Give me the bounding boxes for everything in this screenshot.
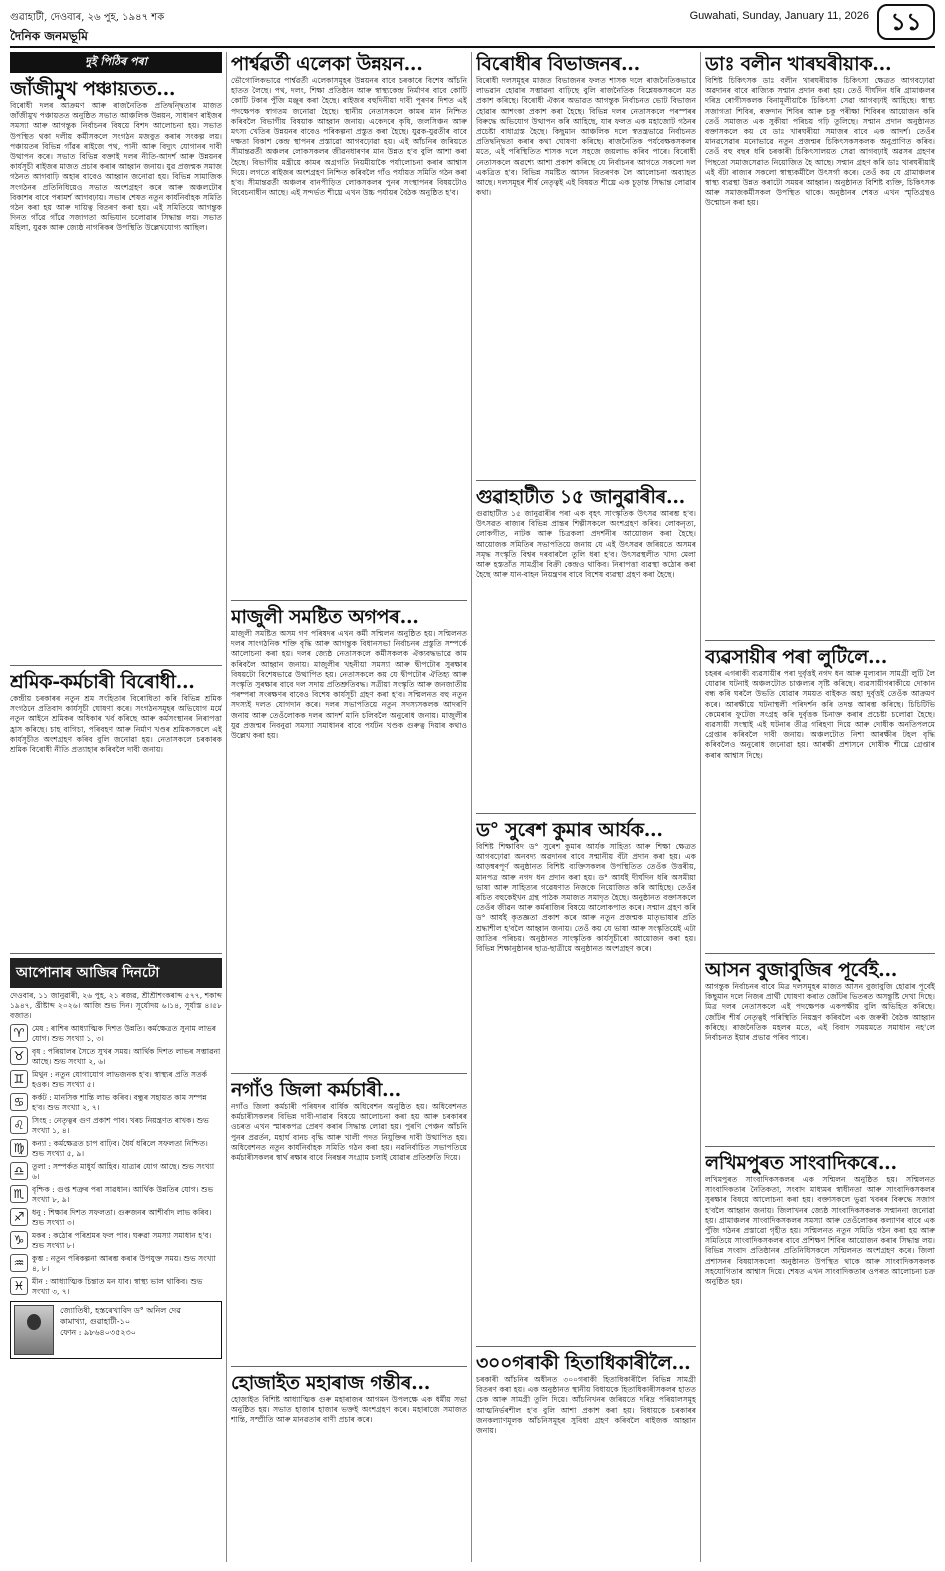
zodiac-icon: ♍ xyxy=(10,1139,28,1157)
zodiac-icon: ♉ xyxy=(10,1047,28,1065)
column-divider xyxy=(700,52,701,1562)
story-majuli: মাজুলী সমষ্টিত অসম গণ পৰিষদৰ এখন কৰ্মী সন্মিলন অনুষ্ঠিত হয়। সন্মিলনত দলৰ সাংগঠনিক শক্তি বৃদ্ধি আৰু আগন্তুক বিধানসভা নিৰ্বাচনৰ প্ৰস্তুতি সম্পৰ্কে আলোচনা কৰা হয়। দলৰ জ্যেষ্ঠ নেতাসকলে কৰ্মীসকলক ঐক্যবদ্ধভাৱে কাম কৰিবলৈ আহ্বান জনায়। মাজুলীৰ খহনীয়া সমস্যা আৰু দ্বীপটোৰ সুৰক্ষাৰ বিষয়টো বিশেষভাৱে উত্থাপিত হয়। নেতাসকলে কয় যে দ্বীপটোৰ ঐতিহ্য আৰু সংস্কৃতি সুৰক্ষাৰ বাবে দল সদায় প্ৰতিশ্ৰুতিবদ্ধ। সত্ৰীয়া সংস্কৃতি আৰু জনজাতীয় পৰম্পৰা সংৰক্ষণৰ বাবেও বিশেষ কাৰ্যসূচী গ্ৰহণ কৰা হ'ব। সন্মিলনত বহু নতুন সদস্যই দলত যোগদান কৰে। দলৰ সভাপতিয়ে নতুন সদস্যসকলক আদৰণি জনায় আৰু তেওঁলোকক দলৰ আদৰ্শ মানি চলিবলৈ অনুৰোধ জনায়। মাজুলীৰ যুৱ প্ৰজন্মৰ নিবনুৱা সমস্যা সমাধানৰ বাবে পৰ্যটন খণ্ডক গুৰুত্ব দিয়াৰ কথাও উল্লেখ কৰা হয়। xyxy=(231,629,467,741)
section-banner: দুই পিঠিৰ পৰা xyxy=(10,52,222,73)
astrologer-credit: জ্যোতিষী, হস্তৰেখাবিদ ড° অনিল দেৱ কামাখ্যা, গুৱাহাটী-১০ ফোন : ৯৮৬৪০৩৫২৩০ xyxy=(60,1306,181,1337)
divider xyxy=(231,1073,467,1074)
headline-labour: শ্ৰমিক-কৰ্মচাৰী বিৰোধী... xyxy=(10,671,195,693)
zodiac-icon: ♌ xyxy=(10,1116,28,1134)
divider xyxy=(10,953,222,954)
horoscope-text: ধনু : শিক্ষাৰ দিশত সফলতা। গুৰুজনৰ আশীৰ্বাদ লাভ কৰিব। শুভ সংখ্যা ৩। xyxy=(32,1208,212,1227)
headline-janjimukh: জাঁজীমুখ পঞ্চায়তত... xyxy=(10,78,176,100)
masthead xyxy=(10,4,935,48)
column-1 xyxy=(10,52,222,1562)
headline-doctor: ডাঃ বলীন খাৰঘৰীয়াক... xyxy=(705,53,892,75)
horoscope-item xyxy=(10,1139,222,1159)
column-4 xyxy=(705,52,935,1562)
horoscope-item xyxy=(10,1116,222,1136)
astrologer-photo xyxy=(14,1305,54,1355)
horoscope-item xyxy=(10,1254,222,1274)
column-2 xyxy=(231,52,467,1562)
zodiac-icon: ♊ xyxy=(10,1070,28,1088)
header-date-left: গুৱাহাটী, দেওবাৰ, ২৬ পুহ, ১৯৪৭ শক xyxy=(10,12,165,23)
story-nagaon: নগাঁও জিলা কৰ্মচাৰী পৰিষদৰ বাৰ্ষিক অধিবেশন অনুষ্ঠিত হয়। অধিবেশনত কৰ্মচাৰীসকলৰ বিভিন্ন দাবী-দাৱাৰ বিষয়ে আলোচনা কৰা হয় আৰু চৰকাৰৰ ওচৰত এখন স্মাৰকপত্ৰ প্ৰেৰণ কৰাৰ সিদ্ধান্ত লোৱা হয়। পুৰণি পেঞ্চন আঁচনি পুনৰ প্ৰৱৰ্তন, মহাৰ্ঘ বানচ বৃদ্ধি আৰু খালী পদত নিযুক্তিৰ দাবী উত্থাপিত হয়। অধিবেশনত নতুন কাৰ্যনিৰ্বাহক সমিতি গঠন কৰা হয়। নৱনিৰ্বাচিত সভাপতিয়ে কৰ্মচাৰীসকলৰ স্বাৰ্থ ৰক্ষাৰ বাবে নিৰন্তৰ সংগ্ৰাম চলাই যোৱাৰ প্ৰতিশ্ৰুতি দিয়ে। xyxy=(231,1102,467,1163)
story-opposition: বিৰোধী দলসমূহৰ মাজত বিভাজনৰ ফলত শাসক দলে ৰাজনৈতিকভাৱে লাভৱান হোৱাৰ সম্ভাৱনা বাঢ়িছে বুলি ৰাজনৈতিক বিশ্লেষকসকলে মত প্ৰকাশ কৰিছে। বিৰোধী ঐক্যৰ অভাৱত আগন্তুক নিৰ্বাচনত ভোট বিভাজন হোৱাৰ আশংকা প্ৰকাশ কৰা হৈছে। বিভিন্ন দলৰ নেতাসকলে পৰস্পৰৰ বিৰুদ্ধে অভিযোগ উত্থাপন কৰি আহিছে, যাৰ ফলত এক মহাজোট গঠনৰ প্ৰচেষ্টা বাধাগ্ৰস্ত হৈছে। কিছুমান আঞ্চলিক দলে স্বতন্ত্ৰভাৱে নিৰ্বাচনত প্ৰতিদ্বন্দ্বিতা কৰাৰ কথা ঘোষণা কৰিছে। ৰাজনৈতিক পৰ্যবেক্ষকসকলৰ মতে, এই পৰিস্থিতিত শাসক দলে সহজে জয়লাভ কৰিব পাৰে। বিৰোধী নেতাসকলে অৱশ্যে আশা প্ৰকাশ কৰিছে যে নিৰ্বাচনৰ আগতে সকলো দল একত্ৰিত হ'ব। বিভিন্ন সমষ্টিত আসন বিতৰণক লৈ আলোচনা অব্যাহত আছে। দলসমূহৰ শীৰ্ষ নেতৃত্বই এই বিষয়ত শীঘ্ৰে এক চূড়ান্ত সিদ্ধান্ত লোৱাৰ কথা। xyxy=(476,76,696,198)
headline-opposition: বিৰোধীৰ বিভাজনৰ... xyxy=(476,53,640,75)
column-divider xyxy=(471,52,472,1562)
divider xyxy=(10,665,222,666)
header-date-right: Guwahati, Sunday, January 11, 2026 xyxy=(689,10,869,22)
story-hojai: হোজাইত বিশিষ্ট আধ্যাত্মিক গুৰু মহাৰাজৰ আগমন উপলক্ষে এক ধৰ্মীয় সভা অনুষ্ঠিত হয়। সভাত হাজাৰ হাজাৰ ভক্তই অংশগ্ৰহণ কৰে। মহাৰাজে সমাজত শান্তি, সম্প্ৰীতি আৰু মানৱতাৰ বাণী প্ৰচাৰ কৰে। xyxy=(231,1395,467,1425)
story-beneficiaries: চৰকাৰী আঁচনিৰ অধীনত ৩০০গৰাকী হিতাধিকাৰীলৈ বিভিন্ন সামগ্ৰী বিতৰণ কৰা হয়। এক অনুষ্ঠানত স্থানীয় বিধায়কে হিতাধিকাৰীসকলৰ হাতত চেক আৰু সামগ্ৰী তুলি দিয়ে। আঁচনিখনৰ জৰিয়তে দৰিদ্ৰ পৰিয়ালসমূহ আত্মনিৰ্ভৰশীল হ'ব বুলি আশা প্ৰকাশ কৰা হয়। বিধায়কে চৰকাৰৰ জনকল্যাণমূলক আঁচনিসমূহৰ সুবিধা গ্ৰহণ কৰিবলৈ ৰাইজক আহ্বান জনায়। xyxy=(476,1375,696,1436)
divider xyxy=(476,480,696,481)
astrologer-box xyxy=(10,1301,222,1359)
horoscope-text: মকৰ : কঠোৰ পৰিশ্ৰমৰ ফল পাব। ঘৰুৱা সমস্যা সমাধান হ'ব। শুভ সংখ্যা ৮। xyxy=(32,1231,212,1250)
zodiac-icon: ♏ xyxy=(10,1185,28,1203)
divider xyxy=(476,813,696,814)
horoscope-text: মীন : আধ্যাত্মিক চিন্তাত মন যাব। স্বাস্থ্য ভাল থাকিব। শুভ সংখ্যা ৩, ৭। xyxy=(32,1277,203,1296)
horoscope-text: মিথুন : নতুন যোগাযোগ লাভজনক হ'ব। স্বাস্থ্যৰ প্ৰতি সতৰ্ক হওক। শুভ সংখ্যা ৫। xyxy=(32,1070,207,1089)
horoscope-item xyxy=(10,1162,222,1182)
horoscope-intro: দেওবাৰ, ১১ জানুৱাৰী, ২৬ পুহ, ২১ ৰজৱ, শ্ৰীশ্ৰীশংকৰাব্দ ৫৭৭, শকাব্দ ১৯৪৭, খ্ৰীষ্টাব্দ ২০২৬। আজি শুভ দিন। সূৰ্যোদয় ৬।১৪, সূৰ্যাস্ত ৪।৫৮ বজাত। xyxy=(10,991,222,1021)
horoscope-text: কৰ্কট : মানসিক শান্তি লাভ কৰিব। বন্ধুৰ সহায়ত কাম সম্পন্ন হ'ব। শুভ সংখ্যা ২, ৭। xyxy=(32,1093,207,1112)
headline-beneficiaries: ৩০০গৰাকী হিতাধিকাৰীলৈ... xyxy=(476,1352,691,1374)
horoscope-text: কুম্ভ : নতুন পৰিকল্পনা আৰম্ভ কৰাৰ উপযুক্ত সময়। শুভ সংখ্যা ৪, ৮। xyxy=(32,1254,216,1273)
zodiac-icon: ♓ xyxy=(10,1277,28,1295)
headline-seat-sharing: আসন বুজাবুজিৰ পূৰ্বেই... xyxy=(705,959,898,981)
horoscope-text: সিংহ : নেতৃত্বৰ গুণ প্ৰকাশ পাব। খৰচ নিয়ন্ত্ৰণত ৰাখক। শুভ সংখ্যা ১, ৪। xyxy=(32,1116,209,1135)
horoscope-text: বৃশ্চিক : গুপ্ত শত্ৰুৰ পৰা সাৱধান। আৰ্থিক উন্নতিৰ যোগ। শুভ সংখ্যা ৮, ৯। xyxy=(32,1185,214,1204)
story-lakhimpur: লখিমপুৰত সাংবাদিকসকলৰ এক সন্মিলন অনুষ্ঠিত হয়। সন্মিলনত সাংবাদিকতাৰ নৈতিকতা, সংবাদ মাধ্যমৰ স্বাধীনতা আৰু সাংবাদিকসকলৰ সুৰক্ষাৰ বিষয়ে আলোচনা কৰা হয়। বক্তাসকলে ভুৱা খবৰৰ বিৰুদ্ধে সজাগ হ'বলৈ আহ্বান জনায়। জিলাখনৰ জ্যেষ্ঠ সাংবাদিকসকলক সন্মাননা জনোৱা হয়। গ্ৰামাঞ্চলৰ সাংবাদিকসকলৰ সমস্যা আৰু তেওঁলোকৰ কল্যাণৰ বাবে এক পুঁজি গঠনৰ প্ৰস্তাৱো গৃহীত হয়। সন্মিলনত নতুন সমিতি গঠন কৰা হয় আৰু সমিতিয়ে সাংবাদিকসকলৰ বাবে প্ৰশিক্ষণ শিবিৰ আয়োজন কৰাৰ সিদ্ধান্ত লয়। বিভিন্ন সংবাদ প্ৰতিষ্ঠানৰ প্ৰতিনিধিসকলে সন্মিলনত অংশগ্ৰহণ কৰে। জিলা প্ৰশাসনৰ বিষয়াসকলো অনুষ্ঠানত উপস্থিত থাকে আৰু সাংবাদিকসকলক সহযোগিতাৰ আশ্বাস দিয়ে। শেষত এখন সাংবাদিকতাৰ ওপৰত আলোচনা চক্ৰ অনুষ্ঠিত হয়। xyxy=(705,1175,935,1287)
divider xyxy=(231,600,467,601)
headline-lakhimpur: লখিমপুৰত সাংবাদিকৰে... xyxy=(705,1152,897,1174)
horoscope-item xyxy=(10,1070,222,1090)
story-suresh: বিশিষ্ট শিক্ষাবিদ ড° সুৰেশ কুমাৰ আৰ্যক সাহিত্য আৰু শিক্ষা ক্ষেত্ৰত আগবঢ়োৱা অনবদ্য অৱদানৰ বাবে সন্মানীয় বঁটা প্ৰদান কৰা হয়। এক আড়ম্বৰপূৰ্ণ অনুষ্ঠানত বিশিষ্ট ব্যক্তিসকলৰ উপস্থিতিত তেওঁক উত্তৰীয়, মানপত্ৰ আৰু নগদ ধন প্ৰদান কৰা হয়। ড° আৰ্যই দীৰ্ঘদিন ধৰি অসমীয়া ভাষা আৰু সাহিত্যৰ গৱেষণাত নিজকে নিয়োজিত কৰি আহিছে। তেওঁৰ ৰচিত বহুকেইখন গ্ৰন্থ পাঠক সমাজত সমাদৃত হৈছে। অনুষ্ঠানত বক্তাসকলে তেওঁৰ জীৱন আৰু কৰ্মৰাজিৰ বিষয়ে আলোকপাত কৰে। সন্মান গ্ৰহণ কৰি ড° আৰ্যই কৃতজ্ঞতা প্ৰকাশ কৰে আৰু নতুন প্ৰজন্মক মাতৃভাষাৰ প্ৰতি শ্ৰদ্ধাশীল হ'বলৈ আহ্বান জনায়। তেওঁ কয় যে ভাষা আৰু সংস্কৃতিয়েই এটা জাতিৰ পৰিচয়। অনুষ্ঠানত সাংস্কৃতিক কাৰ্যসূচীৰো আয়োজন কৰা হয়। বিভিন্ন শিক্ষানুষ্ঠানৰ ছাত্ৰ-ছাত্ৰীয়ে অনুষ্ঠানত অংশগ্ৰহণ কৰে। xyxy=(476,842,696,954)
horoscope-text: কন্যা : কৰ্মক্ষেত্ৰত চাপ বাঢ়িব। ধৈৰ্য ধৰিলে সফলতা নিশ্চিত। শুভ সংখ্যা ৫, ৯। xyxy=(32,1139,208,1158)
zodiac-icon: ♑ xyxy=(10,1231,28,1249)
divider xyxy=(705,640,935,641)
page-number: ১১ xyxy=(877,4,935,40)
zodiac-icon: ♋ xyxy=(10,1093,28,1111)
headline-majuli: মাজুলী সমষ্টিত অগপৰ... xyxy=(231,606,419,628)
story-janjimukh: বিৰোধী দলৰ আক্ৰমণ আৰু ৰাজনৈতিক প্ৰতিদ্বন্দ্বিতাৰ মাজত জাঁজীমুখ পঞ্চায়তত অনুষ্ঠিত সভাত আঞ্চলিক উন্নয়ন, সাধাৰণ ৰাইজৰ সমস্যা আৰু আগন্তুক নিৰ্বাচনৰ বিষয়ে বিশদ আলোচনা হয়। সভাত উপস্থিত থকা দলীয় কৰ্মীসকলে সংগঠন মজবুত কৰাৰ সংকল্প লয়। পঞ্চায়তৰ বিভিন্ন গাঁৱৰ ৰাইজে পথ, পানী আৰু বিদ্যুৎ যোগানৰ দাবী উত্থাপন কৰে। সভাত বিভিন্ন বক্তাই দলৰ নীতি-আদৰ্শ আৰু উন্নয়নৰ কাৰ্যসূচী ৰাইজৰ মাজত প্ৰচাৰ কৰাৰ আহ্বান জনায়। যুৱ প্ৰজন্মক সমাজ গঠনত আগবাঢ়ি অহাৰ বাবেও আহ্বান জনোৱা হয়। বিভিন্ন সামাজিক সংগঠনৰ প্ৰতিনিধিয়েও সভাত অংশগ্ৰহণ কৰে আৰু অঞ্চলটোৰ বিকাশৰ বাবে পৰামৰ্শ আগবঢ়ায়। সভাৰ শেষত নতুন কাৰ্যনিৰ্বাহক সমিতি গঠন কৰা হয় আৰু দায়িত্ব বিতৰণ কৰা হয়। এই সমিতিয়ে আগন্তুক দিনত গাঁৱে গাঁৱে সজাগতা অভিযান চলোৱাৰ সিদ্ধান্ত লয়। সভাত মহিলা, যুৱক আৰু জ্যেষ্ঠ নাগৰিকৰ উপস্থিতি উল্লেখযোগ্য আছিল। xyxy=(10,101,222,233)
headline-suresh: ড° সুৰেশ কুমাৰ আৰ্যক... xyxy=(476,819,663,841)
horoscope-item xyxy=(10,1277,222,1297)
column-divider xyxy=(226,52,227,1562)
zodiac-icon: ♒ xyxy=(10,1254,28,1272)
headline-hojai: হোজাইত মহাৰাজ গন্তীৰ... xyxy=(231,1372,431,1394)
horoscope-item xyxy=(10,1093,222,1113)
story-labour: কেন্দ্ৰীয় চৰকাৰৰ নতুন শ্ৰম সংহিতাৰ বিৰোধিতা কৰি বিভিন্ন শ্ৰমিক সংগঠনে প্ৰতিবাদ কাৰ্যসূচী ঘোষণা কৰে। সংগঠনসমূহৰ অভিযোগ মৰ্মে নতুন আইনে শ্ৰমিকৰ অধিকাৰ খৰ্ব কৰিছে আৰু কৰ্মসংস্থানৰ নিৰাপত্তা হ্ৰাস কৰিছে। চাহ বাগিচা, পৰিবহণ আৰু নিৰ্মাণ খণ্ডৰ শ্ৰমিকসকলে এই কাৰ্যসূচীত অংশগ্ৰহণ কৰিব বুলি জনোৱা হয়। নেতাসকলে চৰকাৰক শ্ৰমিক বিৰোধী নীতি প্ৰত্যাহাৰ কৰিবলৈ দাবী জনায়। xyxy=(10,694,222,755)
zodiac-icon: ♐ xyxy=(10,1208,28,1226)
zodiac-icon: ♈ xyxy=(10,1024,28,1042)
horoscope-item xyxy=(10,1231,222,1251)
brand-name: দৈনিক জনমভূমি xyxy=(10,29,88,43)
horoscope-text: মেষ : ৰাশিৰ আধ্যাত্মিক দিশত উন্নতি। কৰ্মক্ষেত্ৰত সুনাম লাভৰ যোগ। শুভ সংখ্যা ১, ৩। xyxy=(32,1024,217,1043)
column-3 xyxy=(476,52,696,1562)
divider xyxy=(705,953,935,954)
horoscope-list xyxy=(10,1024,222,1297)
divider xyxy=(476,1346,696,1347)
horoscope-item xyxy=(10,1185,222,1205)
headline-nagaon: নগাঁও জিলা কৰ্মচাৰী... xyxy=(231,1079,402,1101)
story-robbery: চহৰৰ এগৰাকী ব্যৱসায়ীৰ পৰা দুৰ্বৃত্তই নগদ ধন আৰু মূল্যবান সামগ্ৰী লুটি লৈ যোৱাৰ ঘটনাই অঞ্চলটোত চাঞ্চল্যৰ সৃষ্টি কৰিছে। ব্যৱসায়ীগৰাকীয়ে দোকান বন্ধ কৰি ঘৰলৈ উভতি যোৱাৰ সময়ত বাইকত অহা দুৰ্বৃত্তই তেওঁক আক্ৰমণ কৰে। আৰক্ষীয়ে ঘটনাস্থলী পৰিদৰ্শন কৰি তদন্ত আৰম্ভ কৰিছে। চিচিটিভি কেমেৰাৰ ফুটেজ সংগ্ৰহ কৰি দুৰ্বৃত্তক চিনাক্ত কৰাৰ প্ৰচেষ্টা চলোৱা হৈছে। ব্যৱসায়ী সংস্থাই এই ঘটনাৰ তীব্ৰ গৰিহণা দিয়ে আৰু দোষীক অনতিপলমে গ্ৰেপ্তাৰ কৰিবলৈ দাবী জনায়। অঞ্চলটোত নিশা আৰক্ষীৰ টহল বৃদ্ধি কৰিবলৈও অনুৰোধ জনোৱা হয়। আৰক্ষী প্ৰশাসনে দোষীক শীঘ্ৰে গ্ৰেপ্তাৰ কৰাৰ আশ্বাস দিছে। xyxy=(705,669,935,760)
story-guwahati: গুৱাহাটীত ১৫ জানুৱাৰীৰ পৰা এক বৃহৎ সাংস্কৃতিক উৎসৱ আৰম্ভ হ'ব। উৎসৱত ৰাজ্যৰ বিভিন্ন প্ৰান্তৰ শিল্পীসকলে অংশগ্ৰহণ কৰিব। লোকনৃত্য, লোকগীত, নাটক আৰু চিত্ৰকলা প্ৰদৰ্শনীৰ আয়োজন কৰা হৈছে। আয়োজক সমিতিৰ সভাপতিয়ে জনায় যে এই উৎসৱৰ জৰিয়তে অসমৰ সমৃদ্ধ সংস্কৃতি বিশ্বৰ দৰবাৰলৈ তুলি ধৰা হ'ব। উৎসৱস্থলীত খাদ্য মেলা আৰু হস্ততাঁত সামগ্ৰীৰ বিক্ৰী কেন্দ্ৰও থাকিব। নিৰাপত্তা ব্যৱস্থা কঠোৰ কৰা হৈছে আৰু যান-বাহন নিয়ন্ত্ৰণৰ বাবে বিশেষ ব্যৱস্থা গ্ৰহণ কৰা হৈছে। xyxy=(476,509,696,580)
zodiac-icon: ♎ xyxy=(10,1162,28,1180)
divider xyxy=(705,1146,935,1147)
divider xyxy=(231,1366,467,1367)
headline-neighbour-area: পাৰ্শ্বৱৰ্তী এলেকা উন্নয়ন... xyxy=(231,53,423,75)
horoscope-title: আপোনাৰ আজিৰ দিনটো xyxy=(10,958,222,988)
horoscope-item xyxy=(10,1024,222,1044)
header-rule xyxy=(10,46,935,48)
story-neighbour-area: ভৌগোলিকভাৱে পাৰ্শ্বৱৰ্তী এলেকাসমূহৰ উন্নয়নৰ বাবে চৰকাৰে বিশেষ আঁচনি হাতত লৈছে। পথ, দলং, শিক্ষা প্ৰতিষ্ঠান আৰু স্বাস্থ্যকেন্দ্ৰ নিৰ্মাণৰ বাবে কোটি কোটি টকাৰ পুঁজি মঞ্জুৰ কৰা হৈছে। ৰাইজৰ বহুদিনীয়া দাবী পূৰণৰ দিশত এই পদক্ষেপক স্বাগতম জনোৱা হৈছে। স্থানীয় নেতাসকলে কামৰ মান নিশ্চিত কৰিবলৈ বিভাগীয় বিষয়াক আহ্বান জনায়। একেদৰে কৃষি, জলসিঞ্চন আৰু মৎস্য খেতিৰ উন্নয়নৰ বাবেও পৰিকল্পনা প্ৰস্তুত কৰা হৈছে। যুৱক-যুৱতীৰ বাবে দক্ষতা বিকাশ কেন্দ্ৰ স্থাপনৰ প্ৰস্তাৱো আগবঢ়োৱা হয়। এই আঁচনিৰ জৰিয়তে সীমান্তৱৰ্তী অঞ্চলৰ লোকসকলৰ জীৱনধাৰণৰ মান উন্নত হ'ব বুলি আশা কৰা হৈছে। বিভাগীয় মন্ত্ৰীয়ে কামৰ অগ্ৰগতি নিয়মীয়াকৈ পৰ্যালোচনা কৰাৰ আশ্বাস দিয়ে। লগতে ৰাইজৰ অংশগ্ৰহণ নিশ্চিত কৰিবলৈ গাঁও পৰ্যায়ত সমিতি গঠন কৰা হ'ব। সীমান্তৱৰ্তী অঞ্চলৰ বানপীড়িত লোকসকলৰ পুনৰ সংস্থাপনৰ বিষয়টোও বিবেচনাধীন আছে। এই সন্দৰ্ভত শীঘ্ৰে এখন উচ্চ পৰ্যায়ৰ বৈঠক অনুষ্ঠিত হ'ব। xyxy=(231,76,467,198)
headline-guwahati: গুৱাহাটীত ১৫ জানুৱাৰীৰ... xyxy=(476,486,685,508)
horoscope-item xyxy=(10,1047,222,1067)
story-seat-sharing: আগন্তুক নিৰ্বাচনৰ বাবে মিত্ৰ দলসমূহৰ মাজত আসন বুজাবুজি হোৱাৰ পূৰ্বেই কিছুমান দলে নিজৰ প্ৰাৰ্থী ঘোষণা কৰাত জোঁটৰ ভিতৰত অসন্তুষ্টি দেখা দিছে। মিত্ৰ দলৰ নেতাসকলে এই পদক্ষেপক একপক্ষীয় বুলি অভিহিত কৰিছে। জোঁটৰ শীৰ্ষ নেতৃত্বই পৰিস্থিতি নিয়ন্ত্ৰণ কৰিবলৈ এক জৰুৰী বৈঠক আহ্বান কৰিছে। ৰাজনৈতিক মহলৰ মতে, এই বিবাদ সময়মতে সমাধান নহ'লে নিৰ্বাচনত ইয়াৰ প্ৰভাৱ পৰিব পাৰে। xyxy=(705,982,935,1043)
headline-robbery: ব্যৱসায়ীৰ পৰা লুটিলে... xyxy=(705,646,888,668)
horoscope-text: তুলা : সম্পৰ্কত মাধুৰ্য আহিব। যাত্ৰাৰ যোগ আছে। শুভ সংখ্যা ৬। xyxy=(32,1162,215,1181)
horoscope-text: বৃষ : পৰিয়ালৰ সৈতে সুখৰ সময়। আৰ্থিক দিশত লাভৰ সম্ভাৱনা আছে। শুভ সংখ্যা ২, ৬। xyxy=(32,1047,221,1066)
horoscope-item xyxy=(10,1208,222,1228)
story-doctor: বিশিষ্ট চিকিৎসক ডাঃ বলীন খাৰঘৰীয়াক চিকিৎসা ক্ষেত্ৰত আগবঢ়োৱা অৱদানৰ বাবে ৰাজ্যিক সন্মান প্ৰদান কৰা হয়। তেওঁ দীৰ্ঘদিন ধৰি গ্ৰামাঞ্চলৰ দৰিদ্ৰ ৰোগীসকলক বিনামূলীয়াকৈ চিকিৎসা সেৱা আগবঢ়াই আহিছে। স্বাস্থ্য সজাগতা শিবিৰ, ৰক্তদান শিবিৰ আৰু চকু পৰীক্ষা শিবিৰৰ আয়োজন কৰি তেওঁ সমাজত এক সুকীয়া পৰিচয় গঢ়ি তুলিছে। সন্মান প্ৰদান অনুষ্ঠানত বক্তাসকলে কয় যে ডাঃ খাৰঘৰীয়া সমাজৰ বাবে এক আদৰ্শ। তেওঁৰ মানৱসেৱাৰ মনোভাৱে নতুন প্ৰজন্মৰ চিকিৎসকসকলক অনুপ্ৰাণিত কৰিব। তেওঁ বহু বছৰ ধৰি চৰকাৰী চিকিৎসালয়ত সেৱা আগবঢ়াই অৱসৰ গ্ৰহণৰ পিছতো সমাজসেৱাত নিয়োজিত হৈ আছে। সন্মান গ্ৰহণ কৰি ডাঃ খাৰঘৰীয়াই এই বঁটা ৰাজ্যৰ সকলো স্বাস্থ্যকৰ্মীলৈ উৎসৰ্গা কৰে। তেওঁ কয় যে গ্ৰামাঞ্চলৰ স্বাস্থ্য ব্যৱস্থা উন্নত কৰাটো সময়ৰ আহ্বান। অনুষ্ঠানত বিশিষ্ট ব্যক্তি, চিকিৎসক আৰু সমাজকৰ্মীসকল উপস্থিত থাকে। অনুষ্ঠানৰ শেষত এখন স্মৃতিগ্ৰন্থও উন্মোচন কৰা হয়। xyxy=(705,76,935,208)
